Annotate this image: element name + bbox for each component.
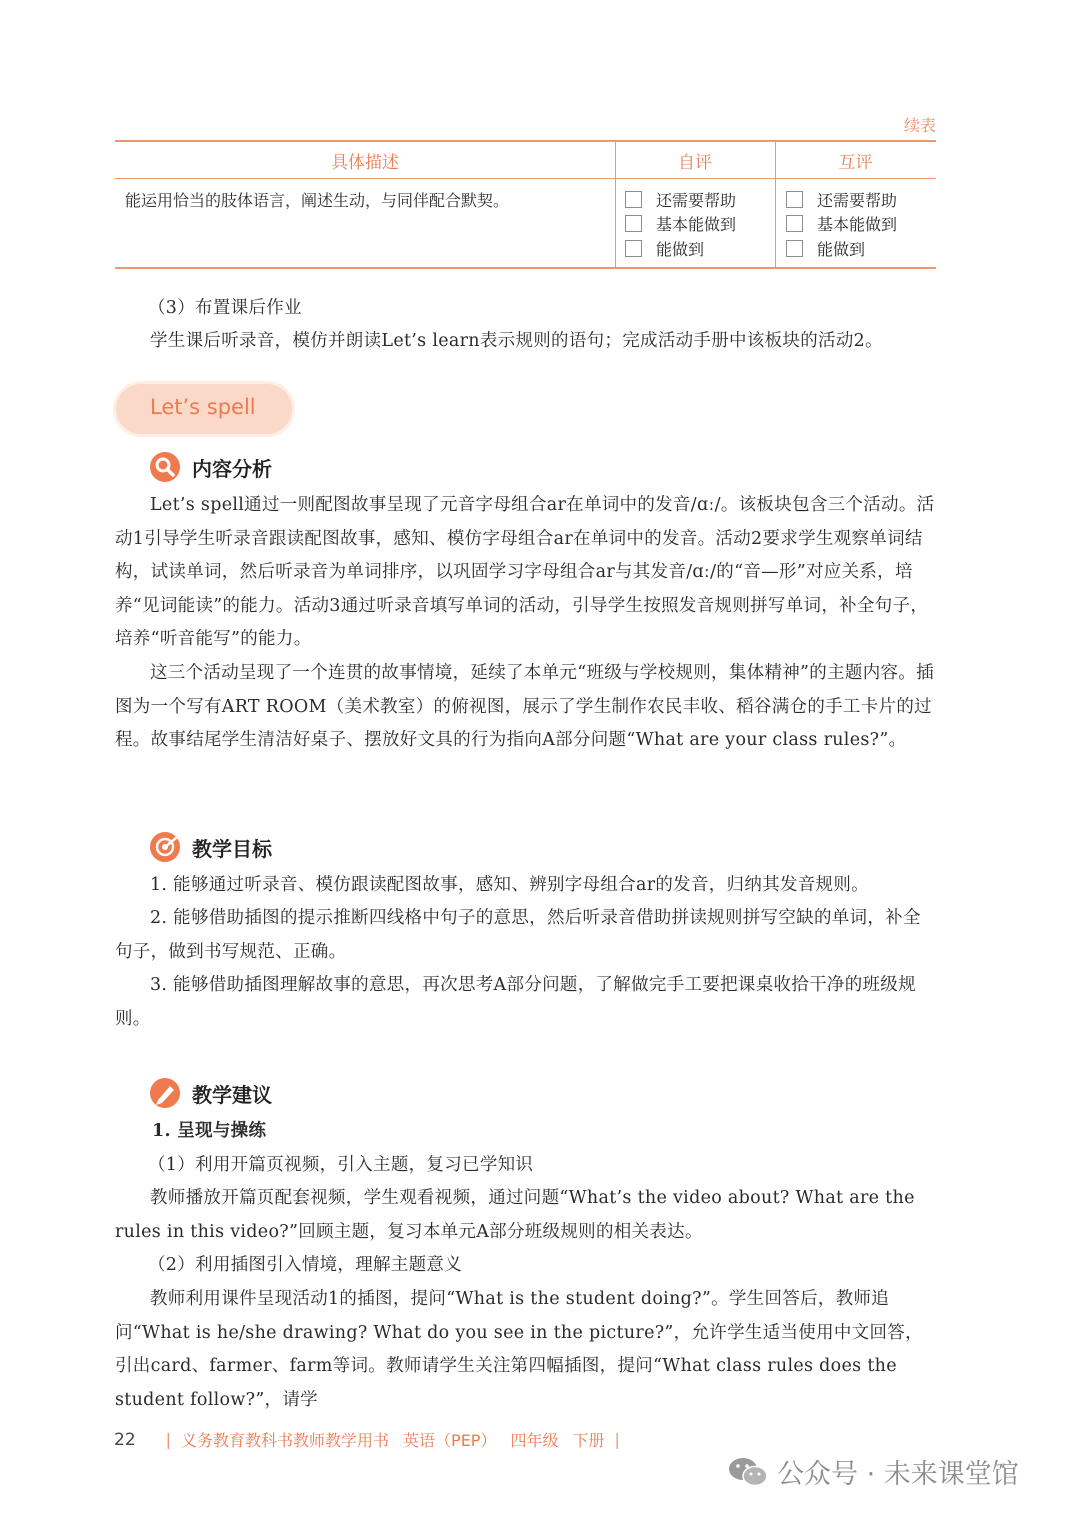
checkbox[interactable] — [625, 215, 642, 232]
page-number: 22 — [114, 1429, 136, 1450]
subject: 英语（PEP） — [403, 1431, 497, 1450]
checkbox[interactable] — [786, 240, 803, 257]
content-analysis-paragraph: Let’s spell通过一则配图故事呈现了元音字母组合ar在单词中的发音/ɑː/。该板块包含三个活动。活动1引导学生听录音跟读配图故事，感知、模仿字母组合ar在单词中的发音。活动2要求学生观察单词结构，试读单词，然后听录音为单词排序，以巩固学习字母组合ar与其发音/ɑː/的“音—形”对应关系，培养“见词能读”的能力。活动3通过听录音填写单词的活动，引导学生按照发音规则拼写单词，补全句子，培养“听音能写”的能力。 — [115, 495, 935, 649]
section-title: 教学目标 — [192, 836, 272, 861]
homework-heading: （3）布置课后作业 — [148, 298, 302, 318]
book-title: 义务教育教科书教师教学用书 — [181, 1431, 390, 1450]
step-heading: （2）利用插图引入情境，理解主题意义 — [148, 1255, 463, 1275]
divider: | — [165, 1430, 172, 1449]
target-icon — [150, 832, 180, 862]
section-suggestions — [150, 1076, 272, 1110]
checkbox[interactable] — [625, 240, 642, 257]
header-peer-eval: 互评 — [838, 153, 873, 173]
homework-text: 学生课后听录音，模仿并朗读Let’s learn表示规则的语句；完成活动手册中该板块的活动2。 — [150, 331, 883, 351]
section-content-analysis — [150, 450, 272, 484]
table-top-rule — [115, 140, 936, 142]
watermark-text: 公众号 · 未来课堂馆 — [777, 1459, 1019, 1490]
continuation-label: 续表 — [903, 116, 936, 135]
wechat-icon — [727, 1455, 769, 1489]
checkbox[interactable] — [786, 215, 803, 232]
section-objectives — [150, 830, 272, 864]
description-cell: 能运用恰当的肢体语言，阐述生动，与同伴配合默契。 — [125, 191, 510, 210]
objective-item: 3. 能够借助插图理解故事的意思，再次思考A部分问题，了解做完手工要把课桌收拾干净的班级规则。 — [115, 975, 916, 1029]
evaluation-table — [115, 140, 936, 269]
table-header-rule — [115, 178, 936, 179]
page-footer — [114, 1428, 630, 1451]
checkbox[interactable] — [625, 191, 642, 208]
peer-option-need-help[interactable]: 还需要帮助 — [786, 187, 897, 212]
objective-item: 2. 能够借助插图的提示推断四线格中句子的意思，然后听录音借助拼读规则拼写空缺的单词，补全句子，做到书写规范、正确。 — [115, 908, 921, 962]
divider: | — [614, 1430, 620, 1449]
grade: 四年级 — [510, 1431, 559, 1450]
content-analysis-paragraph: 这三个活动呈现了一个连贯的故事情境，延续了本单元“班级与学校规则，集体精神”的主题内容。插图为一个写有ART ROOM（美术教室）的俯视图，展示了学生制作农民丰收、稻谷满仓的手工卡片的过程。故事结尾学生清洁好桌子、摆放好文具的行为指向A部分问题“What are your class rules?”。 — [115, 663, 934, 750]
step-text: 教师播放开篇页配套视频，学生观看视频，通过问题“What’s the video about? What are the rules in this video?”回顾主题，复习本单元A部分班级规则的相关表达。 — [115, 1188, 915, 1242]
self-option-can-do[interactable]: 能做到 — [625, 236, 736, 261]
self-option-need-help[interactable]: 还需要帮助 — [625, 187, 736, 212]
volume: 下册 — [572, 1431, 605, 1450]
magnifier-icon — [150, 452, 180, 482]
lets-spell-tag — [116, 384, 292, 434]
self-option-basic[interactable]: 基本能做到 — [625, 212, 736, 237]
pen-icon — [150, 1078, 180, 1108]
self-eval-options — [625, 187, 736, 261]
header-description: 具体描述 — [331, 153, 399, 173]
step-text: 教师利用课件呈现活动1的插图，提问“What is the student doing?”。学生回答后，教师追问“What is he/she drawing? What do you see in the picture?”，允许学生适当使用中文回答，引出card、farmer、farm等词。教师请学生关注第四幅插图，提问“What class rules does the student follow?”，请学 — [115, 1289, 923, 1410]
lets-spell-label: Let’s spell — [150, 395, 256, 419]
table-bottom-rule — [115, 267, 936, 269]
step-heading: （1）利用开篇页视频，引入主题，复习已学知识 — [148, 1155, 534, 1175]
peer-option-can-do[interactable]: 能做到 — [786, 236, 897, 261]
section-title: 内容分析 — [192, 456, 272, 481]
header-self-eval: 自评 — [678, 153, 712, 173]
peer-eval-options — [786, 187, 897, 261]
objective-item: 1. 能够通过听录音、模仿跟读配图故事，感知、辨别字母组合ar的发音，归纳其发音规则。 — [150, 875, 869, 895]
checkbox[interactable] — [786, 191, 803, 208]
watermark — [727, 1452, 1019, 1491]
section-title: 教学建议 — [192, 1082, 272, 1107]
subsection-title: 1. 呈现与操练 — [152, 1121, 267, 1141]
peer-option-basic[interactable]: 基本能做到 — [786, 212, 897, 237]
